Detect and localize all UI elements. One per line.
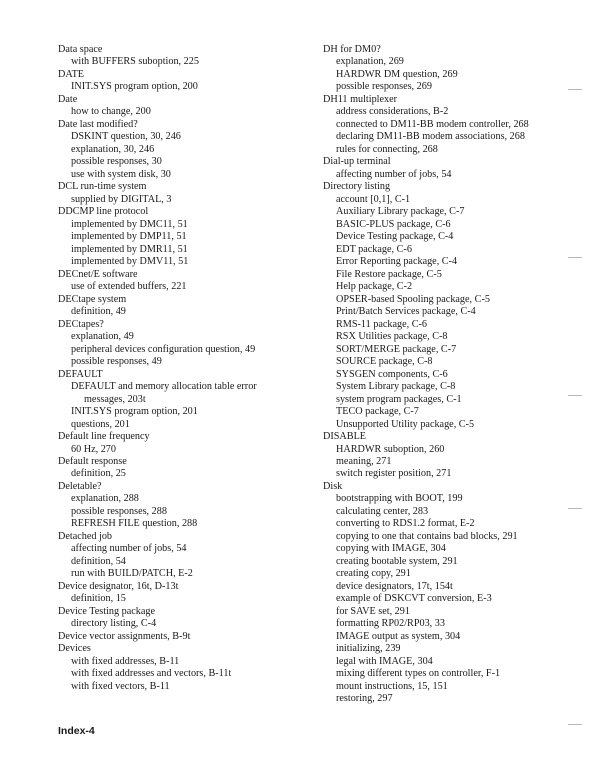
index-subentry: OPSER-based Spooling package, C-5: [336, 293, 490, 305]
index-subentry: TECO package, C-7: [336, 406, 419, 418]
index-subentry: bootstrapping with BOOT, 199: [336, 493, 463, 505]
index-subentry: possible responses, 269: [336, 81, 432, 93]
index-heading: Dial-up terminal: [323, 156, 391, 168]
index-subentry: INIT.SYS program option, 201: [71, 406, 198, 418]
margin-mark: [568, 508, 582, 509]
index-subentry: definition, 25: [71, 468, 126, 480]
index-subentry: calculating center, 283: [336, 505, 429, 517]
index-subentry: INIT.SYS program option, 200: [71, 81, 198, 93]
index-heading: Device vector assignments, B-9t: [58, 630, 191, 642]
index-subentry: address considerations, B-2: [336, 106, 449, 118]
index-subentry: implemented by DMC11, 51: [71, 218, 188, 230]
index-heading: Date last modified?: [58, 118, 138, 130]
index-heading: DH11 multiplexer: [323, 93, 398, 105]
index-heading: Default line frequency: [58, 431, 150, 443]
index-heading: DATE: [58, 68, 85, 80]
index-subentry: definition, 54: [71, 555, 126, 567]
index-subentry: 60 Hz, 270: [71, 443, 116, 455]
index-subentry: use with system disk, 30: [71, 168, 171, 180]
index-column-left: [58, 44, 308, 693]
index-subentry: for SAVE set, 291: [336, 605, 410, 617]
index-subentry: SOURCE package, C-8: [336, 356, 433, 368]
index-subentry: with fixed addresses and vectors, B-11t: [71, 668, 232, 680]
index-heading: DECnet/E software: [58, 268, 138, 280]
index-subentry: restoring, 297: [336, 693, 393, 705]
index-subentry: possible responses, 49: [71, 356, 162, 368]
index-subentry: implemented by DMP11, 51: [71, 231, 187, 243]
index-subentry: messages, 203t: [84, 393, 146, 405]
index-subentry: device designators, 17t, 154t: [336, 580, 453, 592]
index-subentry: with BUFFERS suboption, 225: [71, 56, 199, 68]
index-subentry: rules for connecting, 268: [336, 143, 438, 155]
index-subentry: copying to one that contains bad blocks, 291: [336, 530, 518, 542]
index-heading: DCL run-time system: [58, 181, 147, 193]
index-subentry: legal with IMAGE, 304: [336, 655, 433, 667]
index-subentry: explanation, 288: [71, 493, 139, 505]
index-subentry: how to change, 200: [71, 106, 151, 118]
index-subentry: possible responses, 30: [71, 156, 162, 168]
index-heading: Devices: [58, 643, 91, 655]
index-subentry: DEFAULT and memory allocation table error: [71, 381, 257, 393]
index-subentry: implemented by DMV11, 51: [71, 256, 189, 268]
index-subentry: converting to RDS1.2 format, E-2: [336, 518, 475, 530]
index-subentry: affecting number of jobs, 54: [336, 168, 452, 180]
index-subentry: Help package, C-2: [336, 281, 413, 293]
index-subentry: directory listing, C-4: [71, 618, 157, 630]
index-subentry: meaning, 271: [336, 455, 392, 467]
index-subentry: system program packages, C-1: [336, 393, 462, 405]
index-subentry: RSX Utilities package, C-8: [336, 331, 448, 343]
index-subentry: questions, 201: [71, 418, 130, 430]
index-subentry: initializing, 239: [336, 643, 401, 655]
index-subentry: run with BUILD/PATCH, E-2: [71, 568, 193, 580]
index-heading: Disk: [323, 480, 343, 492]
margin-mark: [568, 89, 582, 90]
index-subentry: peripheral devices configuration question, 49: [71, 343, 256, 355]
index-subentry: example of DSKCVT conversion, E-3: [336, 593, 492, 605]
index-heading: DECtape system: [58, 293, 127, 305]
index-heading: DEFAULT: [58, 368, 103, 380]
index-heading: DECtapes?: [58, 318, 104, 330]
index-subentry: definition, 15: [71, 593, 126, 605]
index-subentry: SORT/MERGE package, C-7: [336, 343, 457, 355]
index-subentry: mixing different types on controller, F-1: [336, 668, 501, 680]
index-subentry: File Restore package, C-5: [336, 268, 442, 280]
page-number: Index-4: [58, 725, 95, 737]
index-heading: Detached job: [58, 530, 113, 542]
index-subentry: SYSGEN components, C-6: [336, 368, 448, 380]
index-subentry: mount instructions, 15, 151: [336, 680, 448, 692]
index-heading: Deletable?: [58, 480, 102, 492]
index-column-right: [323, 44, 568, 706]
index-subentry: with fixed vectors, B-11: [71, 680, 170, 692]
index-subentry: creating copy, 291: [336, 568, 411, 580]
index-heading: DISABLE: [323, 431, 367, 443]
margin-mark: [568, 395, 582, 396]
index-subentry: use of extended buffers, 221: [71, 281, 187, 293]
index-subentry: switch register position, 271: [336, 468, 452, 480]
index-subentry: possible responses, 288: [71, 505, 167, 517]
margin-mark: [568, 257, 582, 258]
index-subentry: copying with IMAGE, 304: [336, 543, 446, 555]
index-heading: Date: [58, 93, 78, 105]
index-subentry: RMS-11 package, C-6: [336, 318, 428, 330]
index-subentry: declaring DM11-BB modem associations, 268: [336, 131, 525, 143]
index-subentry: account [0,1], C-1: [336, 193, 411, 205]
index-subentry: IMAGE output as system, 304: [336, 630, 461, 642]
index-subentry: EDT package, C-6: [336, 243, 412, 255]
index-subentry: REFRESH FILE question, 288: [71, 518, 198, 530]
index-subentry: with fixed addresses, B-11: [71, 655, 180, 667]
index-heading: Device designator, 16t, D-13t: [58, 580, 179, 592]
index-subentry: creating bootable system, 291: [336, 555, 458, 567]
index-subentry: implemented by DMR11, 51: [71, 243, 188, 255]
index-subentry: affecting number of jobs, 54: [71, 543, 187, 555]
index-heading: Directory listing: [323, 181, 391, 193]
index-subentry: connected to DM11-BB modem controller, 268: [336, 118, 529, 130]
index-heading: Default response: [58, 455, 127, 467]
index-subentry: definition, 49: [71, 306, 126, 318]
index-subentry: HARDWR DM question, 269: [336, 68, 458, 80]
index-subentry: explanation, 49: [71, 331, 134, 343]
index-subentry: HARDWR suboption, 260: [336, 443, 445, 455]
margin-mark: [568, 724, 582, 725]
index-subentry: DSKINT question, 30, 246: [71, 131, 181, 143]
index-subentry: explanation, 30, 246: [71, 143, 155, 155]
index-subentry: BASIC-PLUS package, C-6: [336, 218, 451, 230]
index-heading: Data space: [58, 44, 103, 55]
index-heading: Device Testing package: [58, 605, 155, 617]
index-heading: DH for DM0?: [323, 44, 381, 55]
index-subentry: formatting RP02/RP03, 33: [336, 618, 445, 630]
index-subentry: Device Testing package, C-4: [336, 231, 454, 243]
index-subentry: System Library package, C-8: [336, 381, 456, 393]
index-subentry: Unsupported Utility package, C-5: [336, 418, 475, 430]
index-subentry: Print/Batch Services package, C-4: [336, 306, 476, 318]
index-subentry: supplied by DIGITAL, 3: [71, 193, 172, 205]
index-subentry: Error Reporting package, C-4: [336, 256, 458, 268]
index-heading: DDCMP line protocol: [58, 206, 149, 218]
index-subentry: Auxiliary Library package, C-7: [336, 206, 465, 218]
index-subentry: explanation, 269: [336, 56, 404, 68]
